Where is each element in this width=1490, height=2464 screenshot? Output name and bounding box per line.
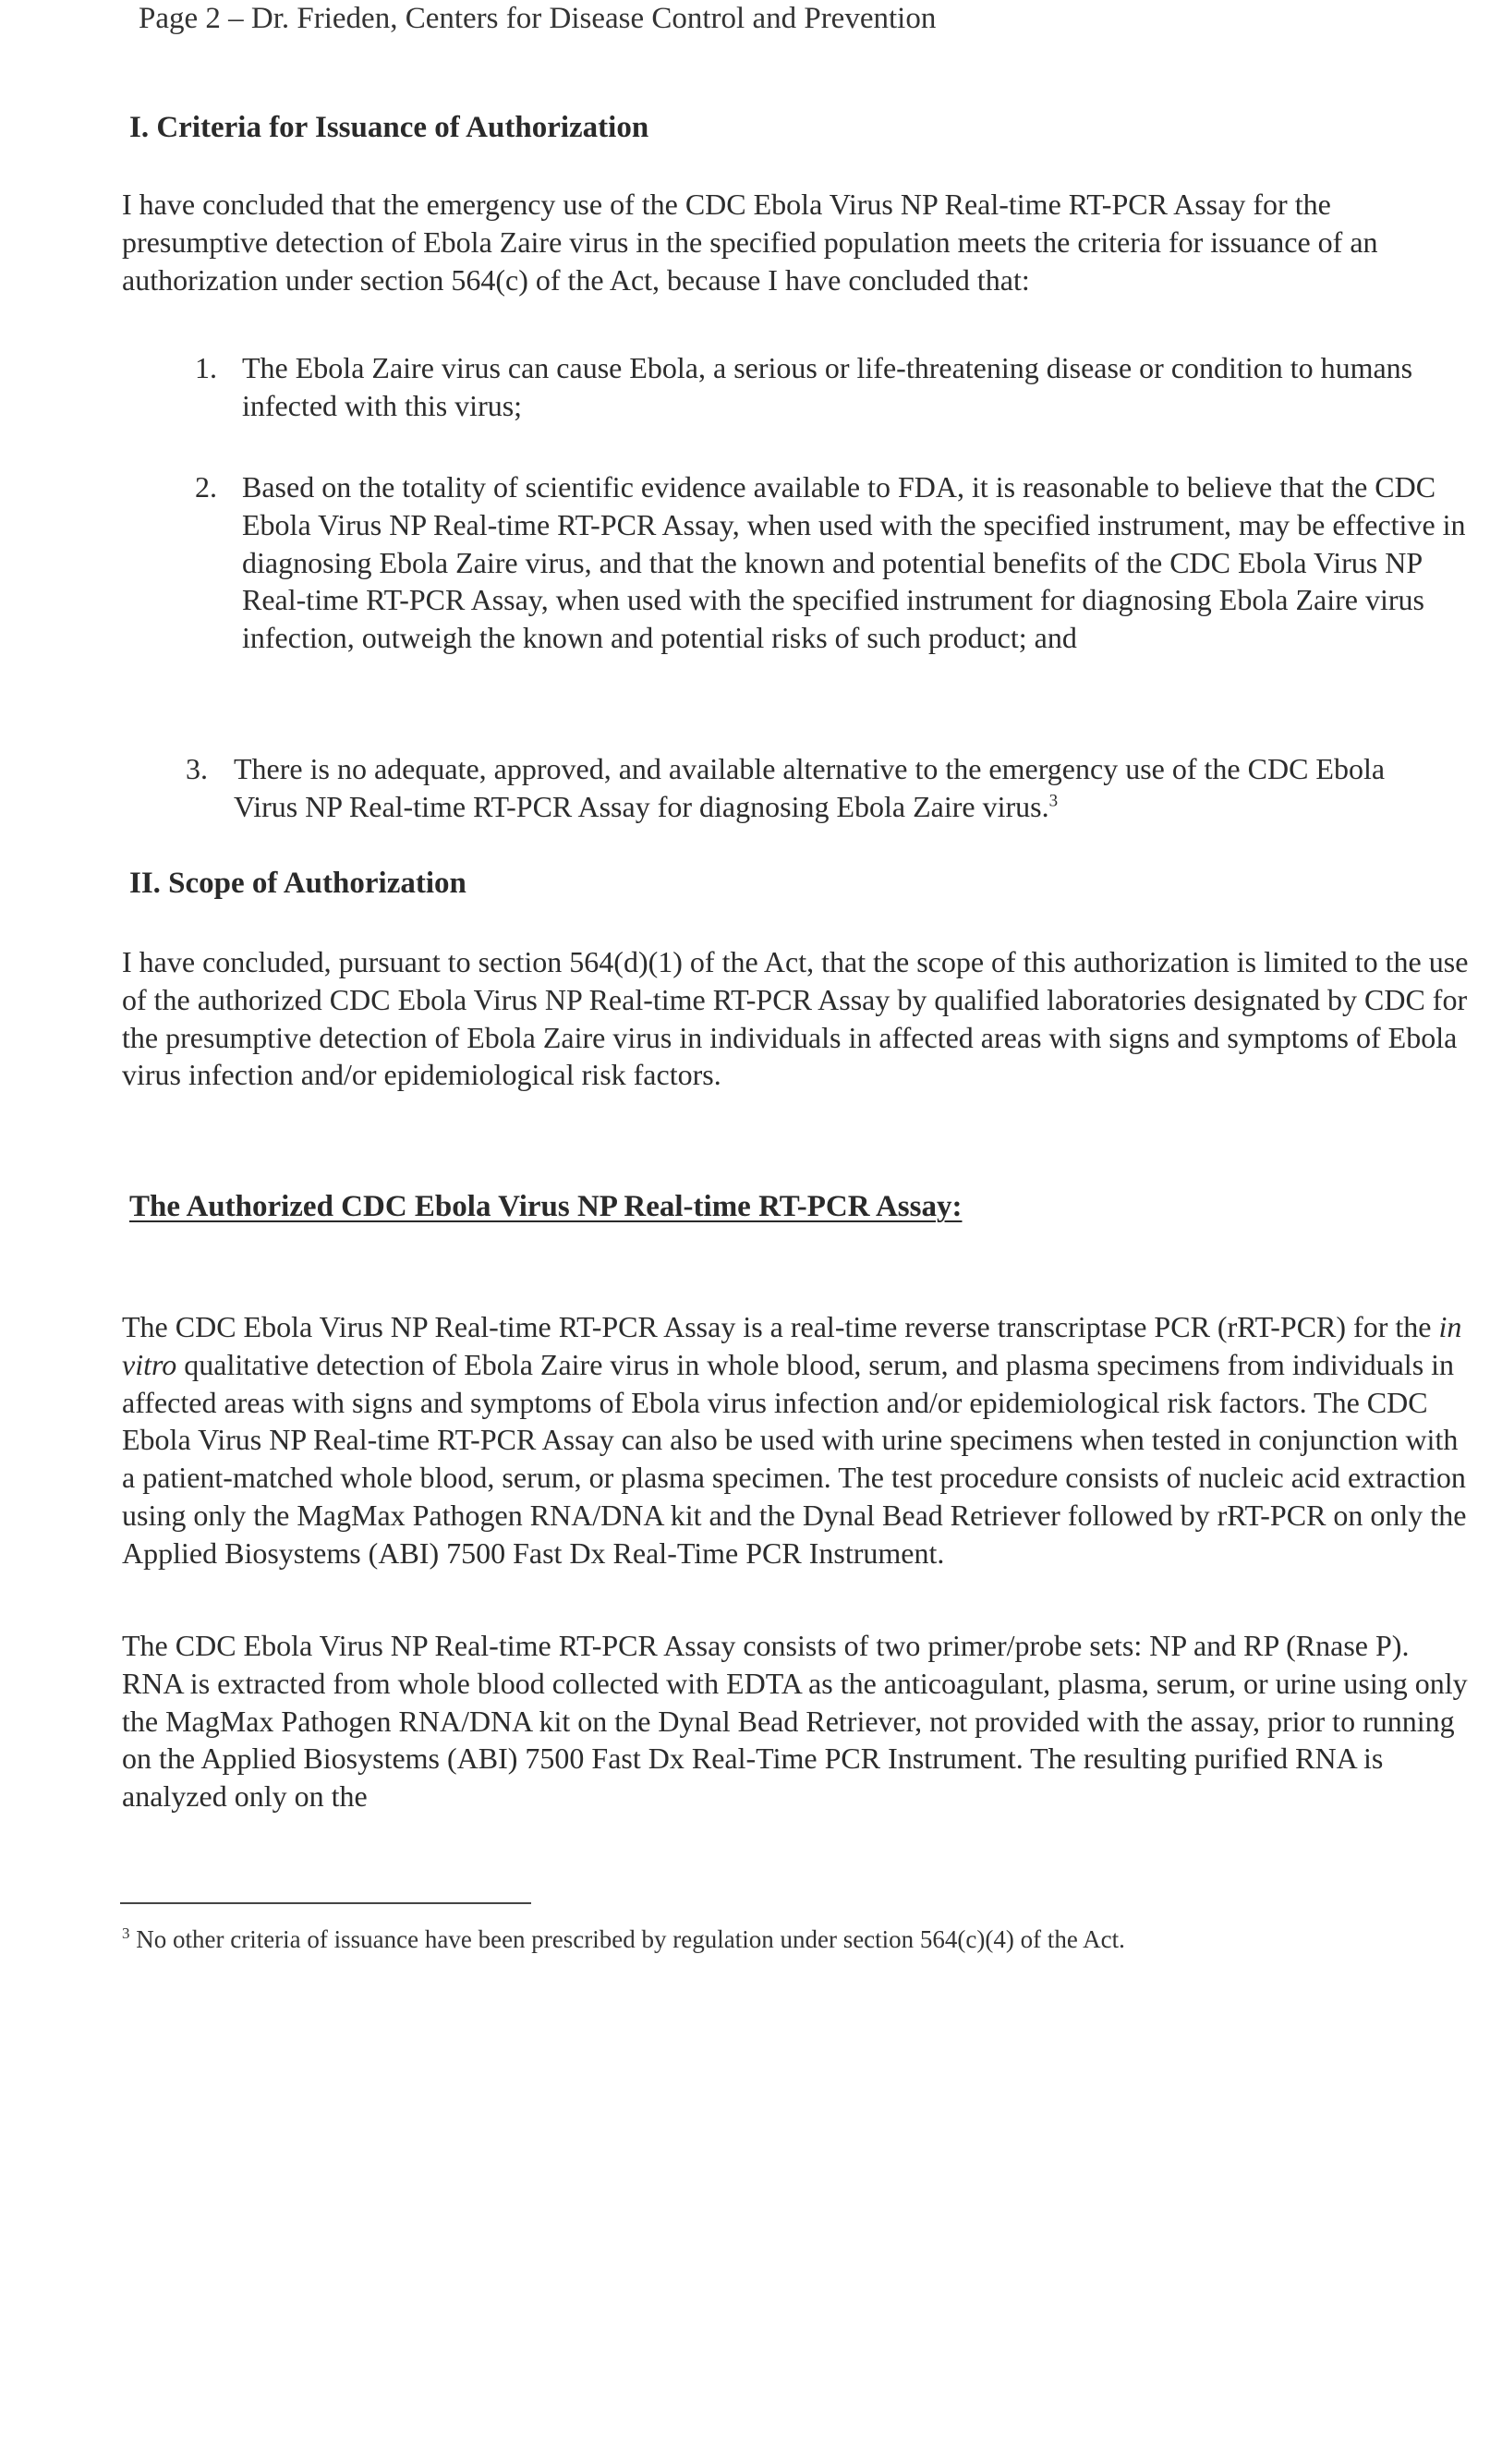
- list-text: [234, 750, 1435, 826]
- scope-paragraph: I have concluded, pursuant to section 564(d)(1) of the Act, that the scope of this authorization is limited to the use of the authorized CDC Ebola Virus NP Real-time RT-PCR Assay by qualified laboratories designated by CDC for the presumptive detection of Ebola Zaire virus in individuals in affected areas with signs and symptoms of Ebola virus infection and/or epidemiological risk factors.: [122, 945, 1469, 1092]
- list-text: The Ebola Zaire virus can cause Ebola, a serious or life-threatening disease or condition to humans infected with this virus;: [242, 351, 1413, 422]
- page-header: Page 2 – Dr. Frieden, Centers for Disease Control and Prevention: [139, 2, 937, 35]
- list-number: 2.: [195, 470, 217, 504]
- list-text-body: There is no adequate, approved, and available alternative to the emergency use of the CDC Ebola Virus NP Real-time RT-PCR Assay for diagnosing Ebola Zaire virus.: [234, 752, 1386, 823]
- assay-paragraph-1: [122, 1308, 1471, 1572]
- criteria-intro-paragraph: I have concluded that the emergency use of the CDC Ebola Virus NP Real-time RT-PCR Assay for the presumptive detection of Ebola Zaire virus in the specified population meets the criteria for issuance of an authorization under section 564(c) of the Act, because I have concluded that:: [122, 188, 1378, 297]
- footnote: [122, 1924, 1125, 1955]
- footnote-separator: [120, 1902, 531, 1904]
- assay-heading: [129, 1188, 962, 1225]
- section-heading-criteria: I. Criteria for Issuance of Authorization: [129, 111, 649, 144]
- assay-p1-italic: in vitro: [122, 1310, 1462, 1381]
- assay-p1-before: The CDC Ebola Virus NP Real-time RT-PCR Assay is a real-time reverse transcriptase PCR (rRT-PCR) for the: [122, 1310, 1439, 1343]
- footnote-text: No other criteria of issuance have been prescribed by regulation under section 564(c)(4) of the Act.: [129, 1925, 1125, 1953]
- footnote-reference: 3: [1048, 791, 1059, 811]
- list-number: 3.: [186, 752, 208, 785]
- list-text: Based on the totality of scientific evidence available to FDA, it is reasonable to believe that the CDC Ebola Virus NP Real-time RT-PCR Assay, when used with the specified instrument, may be effective in diagnosing Ebola Zaire virus, and that the known and potential benefits of the CDC Ebola Virus NP Real-time RT-PCR Assay, when used with the specified instrument for diagnosing Ebola Zaire virus infection, outweigh the known and potential risks of such product; and: [242, 470, 1466, 655]
- assay-heading-text: The Authorized CDC Ebola Virus NP Real-time RT-PCR Assay:: [129, 1190, 963, 1223]
- footnote-marker: 3: [122, 1924, 130, 1942]
- assay-p1-after: qualitative detection of Ebola Zaire virus in whole blood, serum, and plasma specimens from individuals in affected areas with signs and symptoms of Ebola virus infection and/or epidemiological risk factors. The CDC Ebola Virus NP Real-time RT-PCR Assay can also be used with urine specimens when tested in conjunction with a patient-matched whole blood, serum, or plasma specimen. The test procedure consists of nucleic acid extraction using only the MagMax Pathogen RNA/DNA kit and the Dynal Bead Retriever followed by rRT-PCR on only the Applied Biosystems (ABI) 7500 Fast Dx Real-Time PCR Instrument.: [122, 1347, 1467, 1570]
- section-heading-scope: II. Scope of Authorization: [129, 867, 466, 900]
- list-number: 1.: [195, 351, 217, 384]
- assay-paragraph-2: The CDC Ebola Virus NP Real-time RT-PCR Assay consists of two primer/probe sets: NP and RP (Rnase P). RNA is extracted from whole blood collected with EDTA as the anticoagulant, plasma, serum, or urine using only the MagMax Pathogen RNA/DNA kit on the Dynal Bead Retriever, not provided with the assay, prior to running on the Applied Biosystems (ABI) 7500 Fast Dx Real-Time PCR Instrument. The resulting purified RNA is analyzed only on the: [122, 1629, 1468, 1814]
